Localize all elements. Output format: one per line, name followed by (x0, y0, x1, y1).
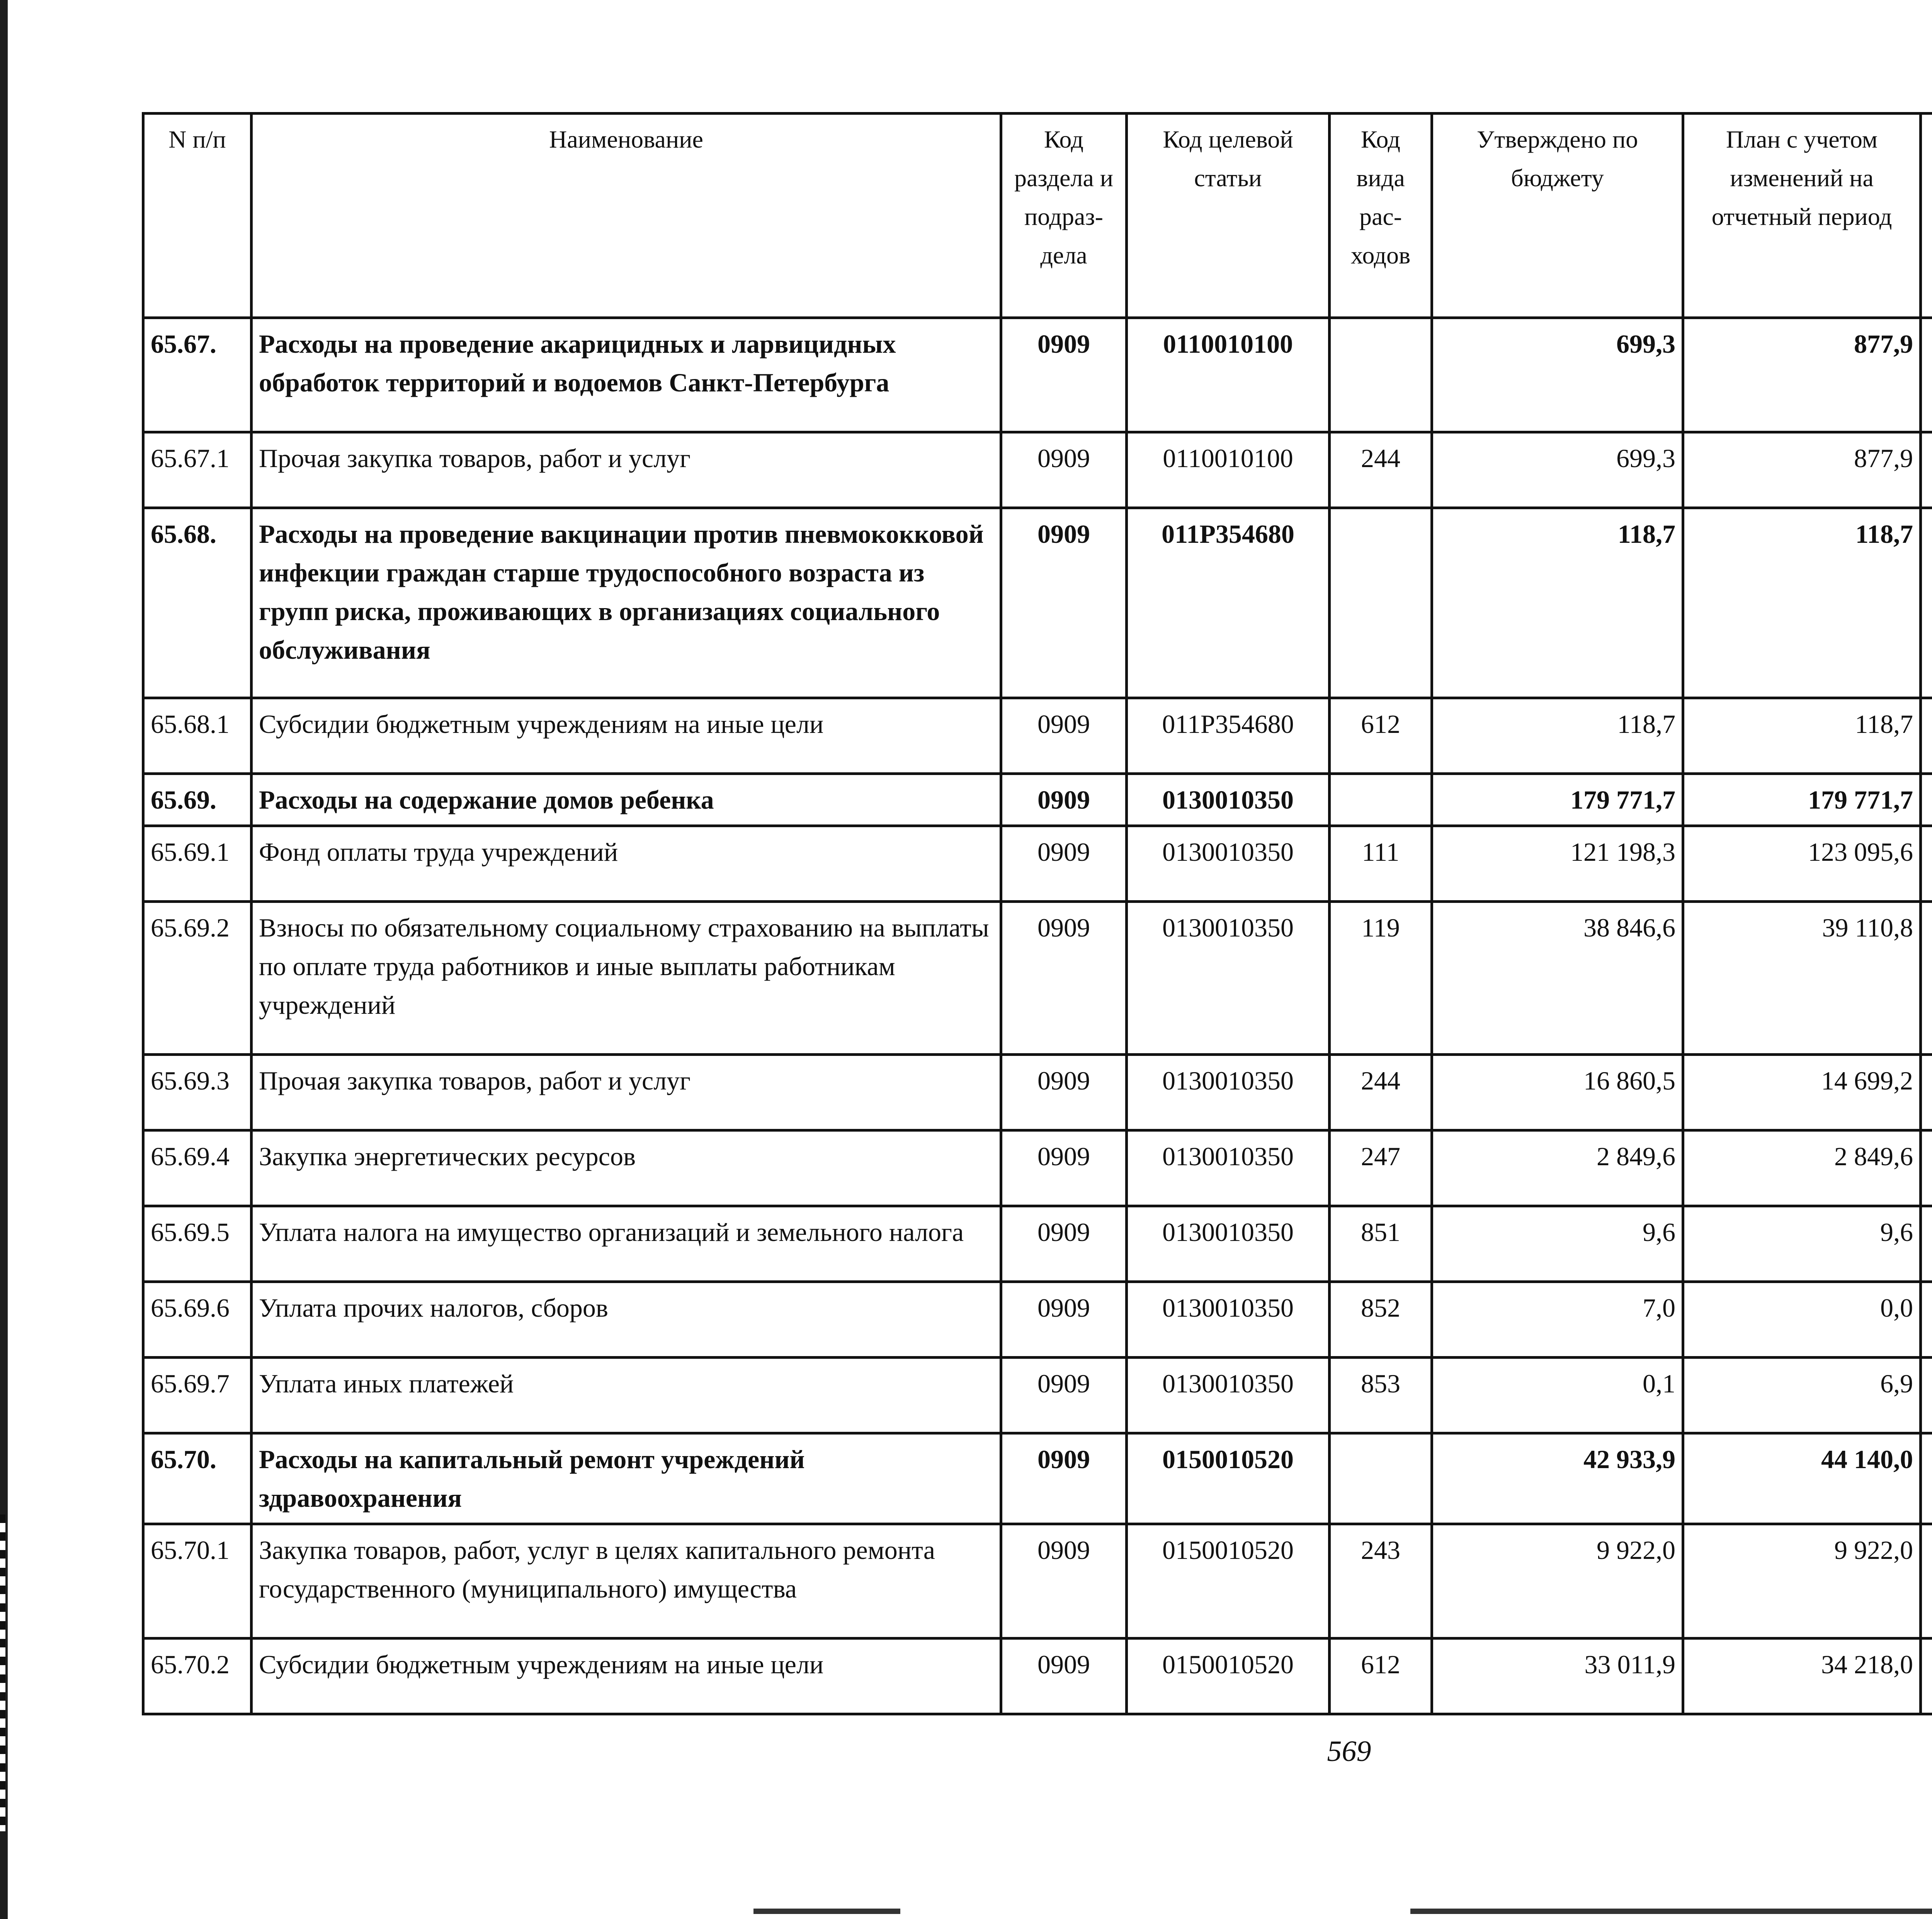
row-expense-type-code: 111 (1330, 826, 1432, 902)
budget-execution-table (142, 112, 1932, 1715)
row-name: Закупка товаров, работ, услуг в целях капитального ремонта государственного (муниципального) имущества (252, 1524, 1001, 1639)
row-plan: 2 849,6 (1683, 1130, 1921, 1206)
row-expense-type-code (1330, 318, 1432, 432)
row-section-code: 0909 (1001, 318, 1127, 432)
row-approved: 179 771,7 (1432, 774, 1683, 826)
row-plan: 44 140,0 (1683, 1433, 1921, 1524)
row-approved: 9 922,0 (1432, 1524, 1683, 1639)
table-row (143, 508, 1932, 698)
row-executed (1921, 1433, 1932, 1524)
table-row (143, 432, 1932, 508)
row-approved: 121 198,3 (1432, 826, 1683, 902)
row-approved: 38 846,6 (1432, 902, 1683, 1055)
row-plan: 118,7 (1683, 698, 1921, 774)
row-target-code: 0130010350 (1127, 826, 1330, 902)
row-name: Прочая закупка товаров, работ и услуг (252, 432, 1001, 508)
row-name: Уплата налога на имущество организаций и земельного налога (252, 1206, 1001, 1282)
row-section-code: 0909 (1001, 902, 1127, 1055)
table-row (143, 1358, 1932, 1433)
row-approved: 0,1 (1432, 1358, 1683, 1433)
row-executed (1921, 826, 1932, 902)
row-expense-type-code (1330, 1433, 1432, 1524)
row-approved: 118,7 (1432, 698, 1683, 774)
row-executed (1921, 432, 1932, 508)
row-target-code: 011P354680 (1127, 508, 1330, 698)
row-plan: 9 922,0 (1683, 1524, 1921, 1639)
row-executed (1921, 1206, 1932, 1282)
row-section-code: 0909 (1001, 774, 1127, 826)
row-target-code: 0150010520 (1127, 1433, 1330, 1524)
row-target-code: 0130010350 (1127, 902, 1330, 1055)
row-number: 65.68. (143, 508, 252, 698)
row-plan: 0,0 (1683, 1282, 1921, 1358)
row-section-code: 0909 (1001, 1130, 1127, 1206)
row-name: Закупка энергетических ресурсов (252, 1130, 1001, 1206)
row-number: 65.69.2 (143, 902, 252, 1055)
row-section-code: 0909 (1001, 1524, 1127, 1639)
row-target-code: 0130010350 (1127, 1358, 1330, 1433)
row-target-code: 0130010350 (1127, 1206, 1330, 1282)
row-plan: 6,9 (1683, 1358, 1921, 1433)
row-name: Взносы по обязательному социальному страхованию на выплаты по оплате труда работников и иные выплаты работникам учреждений (252, 902, 1001, 1055)
row-plan: 123 095,6 (1683, 826, 1921, 902)
table-row (143, 1433, 1932, 1524)
row-number: 65.68.1 (143, 698, 252, 774)
row-approved: 16 860,5 (1432, 1055, 1683, 1130)
row-name: Уплата иных платежей (252, 1358, 1001, 1433)
row-approved: 118,7 (1432, 508, 1683, 698)
row-target-code: 0130010350 (1127, 1130, 1330, 1206)
row-section-code: 0909 (1001, 432, 1127, 508)
row-name: Прочая закупка товаров, работ и услуг (252, 1055, 1001, 1130)
row-expense-type-code: 119 (1330, 902, 1432, 1055)
page-number: 569 (1327, 1735, 1371, 1768)
row-executed (1921, 1282, 1932, 1358)
header-num: N п/п (143, 114, 252, 318)
row-executed (1921, 1055, 1932, 1130)
table-row (143, 826, 1932, 902)
row-plan: 34 218,0 (1683, 1639, 1921, 1714)
table-row (143, 1524, 1932, 1639)
row-plan: 118,7 (1683, 508, 1921, 698)
table-row (143, 1130, 1932, 1206)
header-section-code: Код раздела и подраз- дела (1001, 114, 1127, 318)
row-executed (1921, 774, 1932, 826)
row-section-code: 0909 (1001, 1358, 1127, 1433)
row-executed (1921, 1639, 1932, 1714)
row-number: 65.69.7 (143, 1358, 252, 1433)
row-expense-type-code (1330, 508, 1432, 698)
row-target-code: 0130010350 (1127, 774, 1330, 826)
row-target-code: 0130010350 (1127, 1282, 1330, 1358)
row-number: 65.67.1 (143, 432, 252, 508)
row-executed (1921, 318, 1932, 432)
header-expense-type-code: Код вида рас- ходов (1330, 114, 1432, 318)
row-approved: 7,0 (1432, 1282, 1683, 1358)
row-executed (1921, 1524, 1932, 1639)
row-name: Расходы на проведение акарицидных и ларвицидных обработок территорий и водоемов Санкт-Петербурга (252, 318, 1001, 432)
row-expense-type-code: 612 (1330, 698, 1432, 774)
row-expense-type-code: 853 (1330, 1358, 1432, 1433)
row-name: Расходы на капитальный ремонт учреждений здравоохранения (252, 1433, 1001, 1524)
scan-edge-marks (0, 1514, 5, 1831)
header-executed (1921, 114, 1932, 318)
row-number: 65.69.1 (143, 826, 252, 902)
row-name: Фонд оплаты труда учреждений (252, 826, 1001, 902)
row-target-code: 0110010100 (1127, 432, 1330, 508)
row-approved: 699,3 (1432, 318, 1683, 432)
table-row (143, 902, 1932, 1055)
row-name: Уплата прочих налогов, сборов (252, 1282, 1001, 1358)
row-number: 65.69.5 (143, 1206, 252, 1282)
table-row (143, 1282, 1932, 1358)
row-expense-type-code: 851 (1330, 1206, 1432, 1282)
row-number: 65.70.2 (143, 1639, 252, 1714)
row-approved: 42 933,9 (1432, 1433, 1683, 1524)
row-executed (1921, 902, 1932, 1055)
row-executed (1921, 698, 1932, 774)
row-target-code: 0150010520 (1127, 1639, 1330, 1714)
table-row (143, 1055, 1932, 1130)
row-section-code: 0909 (1001, 1206, 1127, 1282)
row-number: 65.67. (143, 318, 252, 432)
row-target-code: 0150010520 (1127, 1524, 1330, 1639)
row-approved: 699,3 (1432, 432, 1683, 508)
row-plan: 39 110,8 (1683, 902, 1921, 1055)
row-section-code: 0909 (1001, 826, 1127, 902)
row-target-code: 0130010350 (1127, 1055, 1330, 1130)
row-expense-type-code: 247 (1330, 1130, 1432, 1206)
row-name: Субсидии бюджетным учреждениям на иные цели (252, 1639, 1001, 1714)
row-number: 65.69. (143, 774, 252, 826)
row-executed (1921, 508, 1932, 698)
header-approved: Утверждено по бюджету (1432, 114, 1683, 318)
row-expense-type-code: 244 (1330, 432, 1432, 508)
row-approved: 33 011,9 (1432, 1639, 1683, 1714)
row-section-code: 0909 (1001, 1282, 1127, 1358)
row-name: Расходы на содержание домов ребенка (252, 774, 1001, 826)
row-target-code: 0110010100 (1127, 318, 1330, 432)
table-row (143, 318, 1932, 432)
header-name: Наименование (252, 114, 1001, 318)
row-number: 65.70.1 (143, 1524, 252, 1639)
header-target-code: Код целевой статьи (1127, 114, 1330, 318)
table-row (143, 1206, 1932, 1282)
row-name: Субсидии бюджетным учреждениям на иные цели (252, 698, 1001, 774)
row-section-code: 0909 (1001, 1639, 1127, 1714)
row-number: 65.69.4 (143, 1130, 252, 1206)
row-number: 65.70. (143, 1433, 252, 1524)
row-section-code: 0909 (1001, 698, 1127, 774)
row-number: 65.69.3 (143, 1055, 252, 1130)
row-expense-type-code: 852 (1330, 1282, 1432, 1358)
row-expense-type-code: 243 (1330, 1524, 1432, 1639)
row-plan: 877,9 (1683, 432, 1921, 508)
row-name: Расходы на проведение вакцинации против пневмококковой инфекции граждан старше трудоспособного возраста из групп риска, проживающих в организациях социального обслуживания (252, 508, 1001, 698)
scan-bottom-mark (1410, 1909, 1932, 1914)
row-target-code: 011P354680 (1127, 698, 1330, 774)
row-plan: 9,6 (1683, 1206, 1921, 1282)
row-section-code: 0909 (1001, 508, 1127, 698)
scan-bottom-mark (753, 1909, 900, 1914)
table-row (143, 774, 1932, 826)
row-expense-type-code (1330, 774, 1432, 826)
header-plan: План с учетом изменений на отчетный период (1683, 114, 1921, 318)
row-number: 65.69.6 (143, 1282, 252, 1358)
row-section-code: 0909 (1001, 1055, 1127, 1130)
row-approved: 9,6 (1432, 1206, 1683, 1282)
row-expense-type-code: 612 (1330, 1639, 1432, 1714)
row-plan: 877,9 (1683, 318, 1921, 432)
row-approved: 2 849,6 (1432, 1130, 1683, 1206)
table-row (143, 698, 1932, 774)
row-executed (1921, 1130, 1932, 1206)
table-row (143, 1639, 1932, 1714)
row-executed (1921, 1358, 1932, 1433)
row-plan: 14 699,2 (1683, 1055, 1921, 1130)
row-expense-type-code: 244 (1330, 1055, 1432, 1130)
row-section-code: 0909 (1001, 1433, 1127, 1524)
row-plan: 179 771,7 (1683, 774, 1921, 826)
